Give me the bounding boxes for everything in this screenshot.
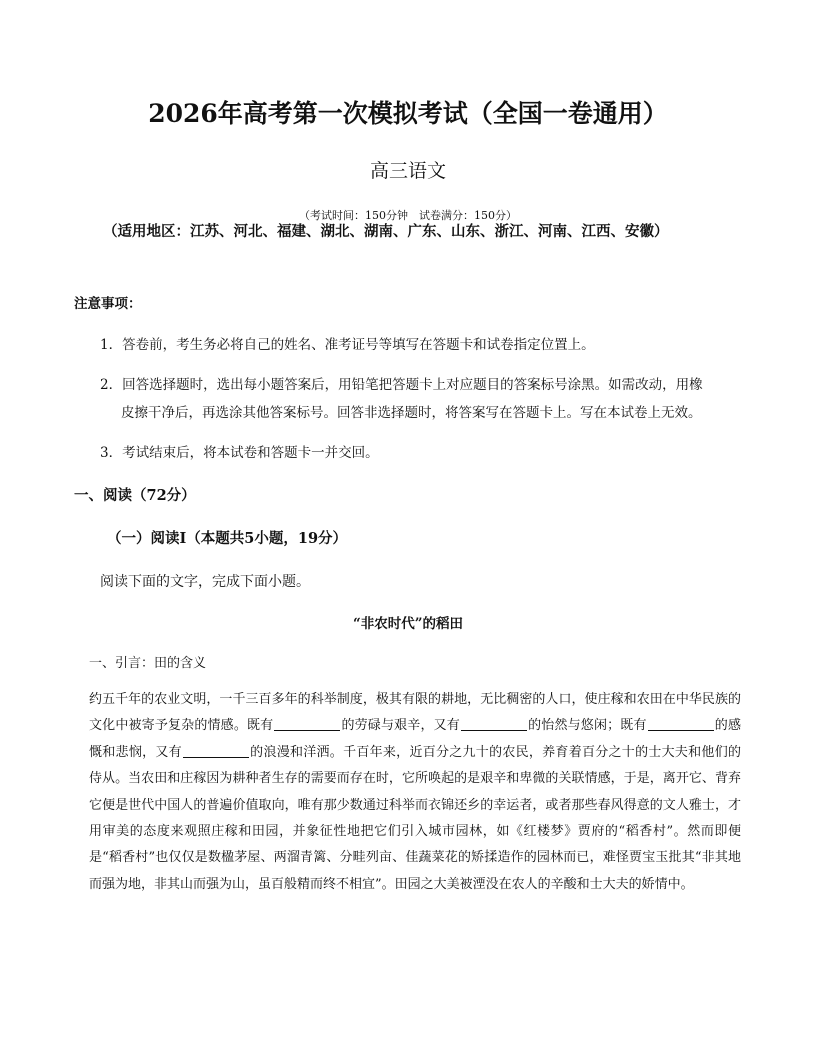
notice-item-2-cont: 皮擦干净后，再选涂其他答案标号。回答非选择题时，将答案写在答题卡上。写在本试卷上无效。: [121, 405, 702, 421]
notice-item-3: 3．考试结束后，将本试卷和答题卡一并交回。: [100, 445, 379, 461]
article-text-2: 的劳碌与艰辛，又有: [341, 718, 460, 734]
article-text-4: 的感慨和悲悯，又有: [89, 718, 741, 760]
notice-item-1: 1．答卷前，考生务必将自己的姓名、准考证号等填写在答题卡和试卷指定位置上。: [100, 337, 595, 353]
fill-blank-4: [183, 744, 249, 758]
subsection-heading: （一）阅读I（本题共5小题，19分）: [107, 530, 348, 547]
subject-title: 高三语文: [369, 160, 446, 182]
notice-item-2: 2．回答选择题时，选出每小题答案后，用铅笔把答题卡上对应题目的答案标号涂黑。如需改动，用橡: [100, 377, 703, 393]
notice-heading: 注意事项：: [74, 296, 142, 312]
article-text-3: 的怡然与悠闲；既有: [527, 718, 647, 734]
fill-blank-2: [461, 717, 527, 731]
article-paragraph: [89, 687, 741, 898]
applicable-regions: （适用地区：江苏、河北、福建、湖北、湖南、广东、山东、浙江、河南、江西、安徽）: [103, 223, 669, 240]
fill-blank-1: [274, 717, 340, 731]
exam-title: 2026年高考第一次模拟考试（全国一卷通用）: [148, 99, 668, 128]
section-heading: 一、阅读（72分）: [74, 487, 196, 504]
intro-heading: 一、引言：田的含义: [89, 656, 207, 671]
fill-blank-3: [648, 717, 714, 731]
exam-meta: （考试时间：150分钟 试卷满分：150分）: [299, 209, 517, 222]
article-text-5: 的浪漫和洋洒。千百年来，近百分之九十的农民，养育着百分之十的士大夫和他们的侍从。当农田和庄稼因为耕种者生存的需要而存在时，它所唤起的是艰辛和卑微的关联情感，于是，离开它、背弃它便是世代中国人的普遍价值取向，唯有那少数通过科举而衣锦还乡的幸运者，或者那些春风得意的文人雅士，才用审美的态度来观照庄稼和田园，并象征性地把它们引入城市园林，如《红楼梦》贾府的“稻香村”。然而即便是“稻香村”也仅仅是数楹茅屋、两溜青篱、分畦列亩、佳蔬菜花的矫揉造作的园林而已，难怪贾宝玉批其“非其地而强为地，非其山而强为山，虽百般精而终不相宜”。田园之大美被湮没在农人的辛酸和士大夫的娇情中。: [89, 744, 741, 892]
instruction-text: 阅读下面的文字，完成下面小题。: [100, 574, 310, 590]
article-title: “非农时代”的稻田: [352, 616, 464, 632]
article-text-1: 约五千年的农业文明，一千三百多年的科举制度，极其有限的耕地，无比稠密的人口，使庄稼和农田在中华民族的文化中被寄予复杂的情感。既有: [89, 692, 741, 734]
